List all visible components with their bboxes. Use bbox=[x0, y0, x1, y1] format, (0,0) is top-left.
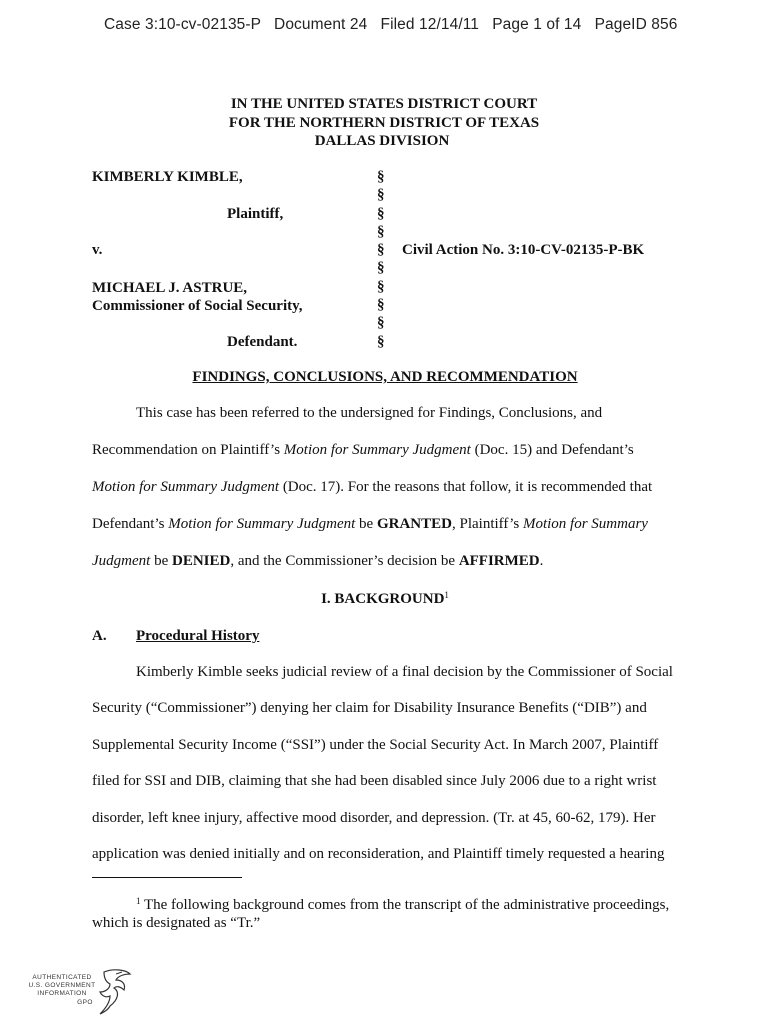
footnote-reference: 1 bbox=[444, 590, 449, 600]
granted-bold: GRANTED bbox=[376, 516, 452, 532]
versus-label: v. bbox=[92, 242, 103, 258]
gpo-logo-line-1: AUTHENTICATED bbox=[32, 974, 92, 981]
gpo-logo-line-3: INFORMATION bbox=[37, 990, 87, 997]
footnote-text: The following background comes from the transcript of the administrative proceedings, bbox=[140, 897, 670, 913]
motion-title-italic: Motion for Summary bbox=[522, 516, 648, 532]
body-line: Security (“Commissioner”) denying her claim for Disability Insurance Benefits (“DIB”) and bbox=[92, 700, 647, 716]
body-line: disorder, left knee injury, affective mood disorder, and depression. (Tr. at 45, 60-62, 179). Her bbox=[92, 810, 656, 826]
gpo-logo-line-4: GPO bbox=[77, 999, 93, 1006]
civil-action-number: Civil Action No. 3:10-CV-02135-P-BK bbox=[402, 242, 645, 258]
section-symbol: § bbox=[377, 315, 385, 332]
intro-text: , and the Commissioner’s decision be bbox=[230, 553, 459, 569]
intro-text: be bbox=[355, 516, 377, 532]
intro-line-2 bbox=[92, 442, 634, 459]
court-line-3: DALLAS DIVISION bbox=[314, 133, 450, 149]
footnote-mark: 1 bbox=[136, 896, 141, 906]
motion-title-italic: Judgment bbox=[92, 553, 151, 569]
subsection-letter: A. bbox=[92, 628, 107, 644]
gpo-logo-line-2: U.S. GOVERNMENT bbox=[28, 982, 96, 989]
eagle-icon bbox=[96, 966, 136, 1016]
section-symbol: § bbox=[377, 205, 385, 222]
subsection-title: Procedural History bbox=[136, 628, 260, 644]
section-symbol: § bbox=[377, 297, 385, 314]
intro-text: (Doc. 15) and Defendant’s bbox=[470, 442, 634, 458]
gpo-authenticated-logo bbox=[28, 966, 142, 1016]
defendant-name: MICHAEL J. ASTRUE, bbox=[92, 280, 248, 296]
document-title: FINDINGS, CONCLUSIONS, AND RECOMMENDATION bbox=[192, 369, 578, 385]
intro-line-3 bbox=[92, 479, 652, 496]
intro-line-4 bbox=[92, 516, 648, 533]
body-line: application was denied initially and on reconsideration, and Plaintiff timely requested a hearing bbox=[92, 846, 665, 862]
intro-text: , Plaintiff’s bbox=[451, 516, 523, 532]
intro-text: be bbox=[150, 553, 172, 569]
background-heading bbox=[0, 591, 770, 608]
body-line: Kimberly Kimble seeks judicial review of a final decision by the Commissioner of Social bbox=[136, 664, 673, 680]
denied-bold: DENIED bbox=[172, 553, 231, 569]
plaintiff-name: KIMBERLY KIMBLE, bbox=[92, 169, 243, 185]
footnote-divider bbox=[92, 877, 242, 878]
court-line-1: IN THE UNITED STATES DISTRICT COURT bbox=[230, 96, 538, 112]
court-line-2: FOR THE NORTHERN DISTRICT OF TEXAS bbox=[228, 114, 540, 131]
motion-title-italic: Motion for Summary Judgment bbox=[92, 479, 280, 495]
body-line: filed for SSI and DIB, claiming that she had been disabled since July 2006 due to a right wrist bbox=[92, 773, 657, 789]
intro-line-5 bbox=[92, 553, 543, 570]
footnote-line-2: which is designated as “Tr.” bbox=[92, 915, 261, 931]
defendant-role: Defendant. bbox=[227, 334, 298, 350]
intro-text: This case has been referred to the undersigned for Findings, Conclusions, and bbox=[136, 405, 603, 421]
case-header-stamp: Case 3:10-cv-02135-P Document 24 Filed 12/14/11 Page 1 of 14 PageID 856 bbox=[104, 16, 678, 33]
section-symbol: § bbox=[377, 260, 385, 277]
body-line: Supplemental Security Income (“SSI”) under the Social Security Act. In March 2007, Plaintiff bbox=[92, 737, 659, 753]
section-symbol: § bbox=[377, 333, 385, 350]
intro-text: . bbox=[539, 553, 544, 569]
court-heading bbox=[0, 95, 770, 151]
motion-title-italic: Motion for Summary Judgment bbox=[283, 442, 471, 458]
section-symbol: § bbox=[377, 242, 385, 259]
intro-text: Recommendation on Plaintiff’s bbox=[92, 442, 284, 458]
section-symbol-column bbox=[377, 168, 385, 351]
section-symbol: § bbox=[377, 169, 385, 185]
intro-line-1 bbox=[136, 405, 602, 422]
intro-text: Defendant’s bbox=[92, 516, 169, 532]
section-symbol: § bbox=[377, 223, 385, 240]
affirmed-bold: AFFIRMED bbox=[458, 553, 540, 569]
section-symbol: § bbox=[377, 187, 385, 204]
section-symbol: § bbox=[377, 278, 385, 295]
intro-text: (Doc. 17). For the reasons that follow, it is recommended that bbox=[279, 479, 653, 495]
footnote-line-1 bbox=[136, 897, 669, 914]
motion-title-italic: Motion for Summary Judgment bbox=[168, 516, 356, 532]
defendant-title: Commissioner of Social Security, bbox=[92, 298, 303, 314]
plaintiff-role: Plaintiff, bbox=[227, 206, 284, 222]
background-heading-text: I. BACKGROUND bbox=[321, 591, 445, 607]
